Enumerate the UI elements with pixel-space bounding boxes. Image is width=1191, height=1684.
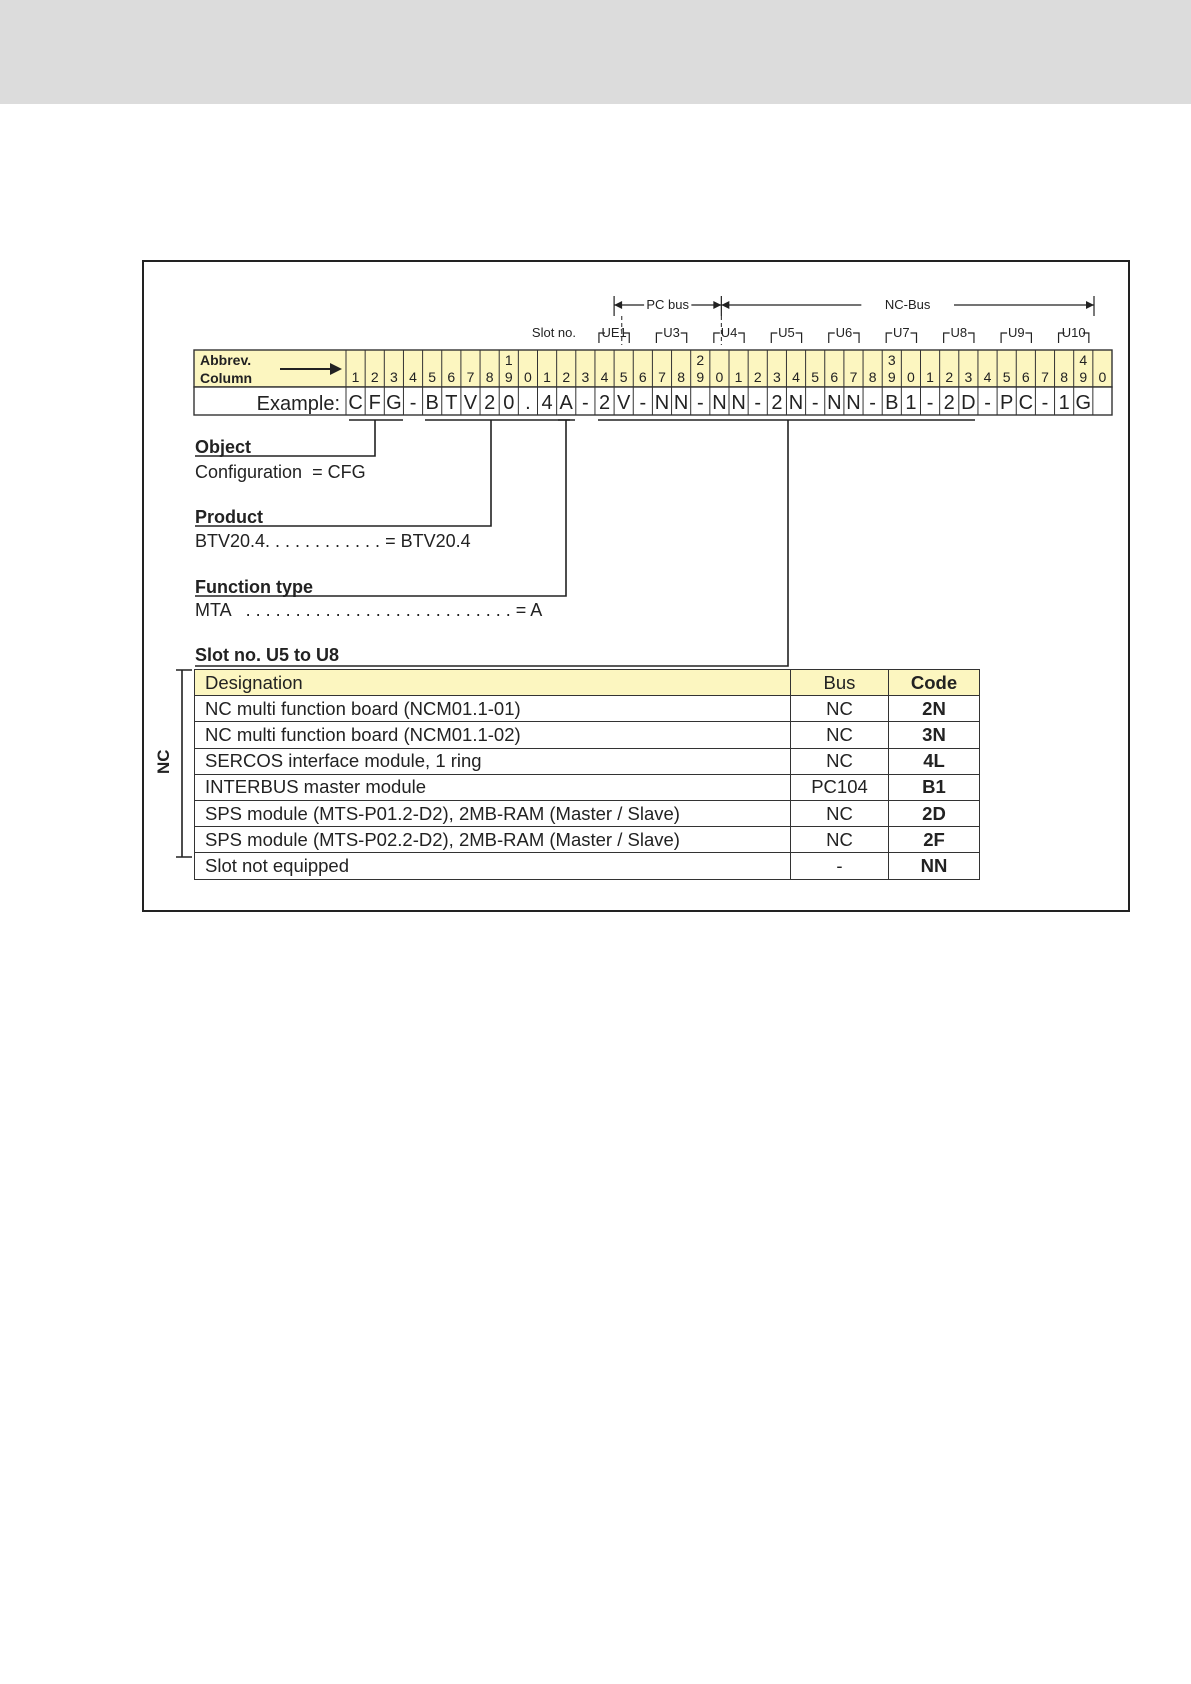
example-char: - [582,392,589,414]
example-char: - [926,392,934,414]
example-char: - [984,392,991,414]
example-char: - [869,392,876,414]
table-row [195,827,980,853]
column-ones-digit: 5 [1002,369,1011,385]
slot-label-u9: U9 [1007,325,1025,340]
slot-label-u7: U7 [893,325,910,340]
column-ones-digit: 4 [983,369,992,385]
header-bus: Bus [791,670,889,696]
column-ones-digit: 1 [734,369,743,385]
example-char: N [712,392,727,414]
nc-side-label: NC [154,749,173,774]
row-code: 2N [889,696,980,722]
column-ones-digit: 4 [600,369,609,385]
row-designation: SPS module (MTS-P01.2-D2), 2MB-RAM (Master / Slave) [195,800,791,826]
column-ones-digit: 8 [485,369,494,385]
column-ones-digit: 1 [351,369,360,385]
example-char: - [639,392,647,414]
row-bus: NC [791,696,889,722]
example-char: A [559,392,573,414]
column-label: Column [200,370,253,386]
slot-label-ue1: UE1 [601,325,627,340]
example-char: 0 [503,392,515,414]
example-char: N [673,392,689,414]
column-ones-digit: 5 [619,369,628,385]
header-designation: Designation [195,670,791,696]
example-char: 2 [771,392,783,414]
example-char: P [1000,392,1014,414]
column-ones-digit: 3 [389,369,398,385]
example-char: - [811,392,819,414]
header-code: Code [889,670,980,696]
column-tens-digit: 3 [887,352,896,368]
row-code: NN [889,853,980,879]
example-char: C [1018,392,1034,414]
table-row [195,774,980,800]
column-ones-digit: 8 [677,369,686,385]
function-text: MTA . . . . . . . . . . . . . . . . . . . . . . . . . . . = A [195,600,543,620]
slot-label-u8: U8 [950,325,968,340]
example-char: . [525,392,531,414]
column-ones-digit: 8 [868,369,877,385]
row-bus: PC104 [791,774,889,800]
row-code: 3N [889,722,980,748]
example-char: G [386,392,402,414]
example-char: V [617,392,631,414]
slot-label-u6: U6 [835,325,853,340]
slot-label-u3: U3 [663,325,680,340]
example-char: - [696,392,704,414]
column-ones-digit: 7 [658,369,666,385]
row-designation: SERCOS interface module, 1 ring [195,748,791,774]
column-ones-digit: 8 [1060,369,1069,385]
row-code: B1 [889,774,980,800]
column-ones-digit: 2 [562,369,571,385]
example-char: 4 [541,392,553,414]
column-ones-digit: 9 [887,369,896,385]
pc-bus-label: PC bus [646,297,690,312]
row-designation: Slot not equipped [195,853,791,879]
column-ones-digit: 5 [811,369,820,385]
column-tens-digit: 4 [1079,352,1088,368]
column-ones-digit: 2 [945,369,954,385]
table-row [195,722,980,748]
column-ones-digit: 0 [1098,369,1107,385]
column-ones-digit: 3 [772,369,781,385]
column-ones-digit: 1 [543,369,551,385]
column-ones-digit: 5 [428,369,437,385]
column-ones-digit: 3 [581,369,590,385]
row-code: 2F [889,827,980,853]
column-ones-digit: 6 [830,369,839,385]
slot-code-table [194,669,980,880]
example-char: N [731,392,746,414]
column-ones-digit: 2 [370,369,379,385]
slot-title: Slot no. U5 to U8 [195,645,339,665]
column-ones-digit: 9 [696,369,705,385]
example-char: - [754,392,762,414]
row-bus: NC [791,748,889,774]
example-char: G [1075,392,1092,414]
column-ones-digit: 4 [792,369,800,385]
product-text: BTV20.4. . . . . . . . . . . . = BTV20.4 [195,531,471,551]
function-title: Function type [195,577,313,597]
column-ones-digit: 9 [504,369,513,385]
example-char: N [846,392,861,414]
column-ones-digit: 6 [1021,369,1030,385]
row-designation: NC multi function board (NCM01.1-02) [195,722,791,748]
example-char: - [409,392,417,414]
column-ones-digit: 7 [466,369,475,385]
column-ones-digit: 9 [1079,369,1088,385]
abbrev-label: Abbrev. [200,352,252,368]
table-row [195,853,980,879]
example-char: B [425,392,439,414]
row-code: 4L [889,748,980,774]
example-char: B [885,392,899,414]
example-char: 2 [484,392,496,414]
column-ones-digit: 4 [409,369,417,385]
example-char: 2 [943,392,955,414]
table-row [195,696,980,722]
column-tens-digit: 2 [696,352,705,368]
example-char: 1 [1058,392,1070,414]
product-title: Product [195,507,264,527]
column-ones-digit: 7 [1041,369,1049,385]
example-char: D [961,392,976,414]
example-char: T [445,392,458,414]
example-char: C [348,392,363,414]
row-bus: NC [791,800,889,826]
example-char: F [368,392,381,414]
column-tens-digit: 1 [504,352,513,368]
row-bus: NC [791,827,889,853]
column-ones-digit: 6 [638,369,647,385]
example-char: N [654,392,670,414]
column-ones-digit: 0 [524,369,532,385]
column-ones-digit: 1 [926,369,934,385]
object-title: Object [195,437,252,457]
table-header-row [195,670,980,696]
column-ones-digit: 2 [753,369,762,385]
table-row [195,800,980,826]
row-designation: NC multi function board (NCM01.1-01) [195,696,791,722]
table-row [195,748,980,774]
example-char: N [827,392,842,414]
example-char: 2 [598,392,611,414]
row-bus: NC [791,722,889,748]
column-ones-digit: 0 [715,369,724,385]
column-ones-digit: 3 [964,369,973,385]
example-char: N [788,392,804,414]
row-bus: - [791,853,889,879]
row-code: 2D [889,800,980,826]
example-label: Example: [256,393,340,415]
slot-label-u5: U5 [778,325,795,340]
row-designation: SPS module (MTS-P02.2-D2), 2MB-RAM (Master / Slave) [195,827,791,853]
nc-bus-label: NC-Bus [884,297,931,312]
nc-dimension-line [176,670,192,857]
column-ones-digit: 7 [849,369,858,385]
slot-label-u4: U4 [720,325,738,340]
column-ones-digit: 6 [447,369,456,385]
example-char: 1 [905,392,917,414]
slot-no-label: Slot no. [531,325,576,340]
example-char: V [463,392,478,414]
column-ones-digit: 0 [907,369,915,385]
object-text: Configuration = CFG [195,462,366,482]
row-designation: INTERBUS master module [195,774,791,800]
example-char: - [1041,392,1049,414]
slot-label-u10: U10 [1061,325,1086,340]
